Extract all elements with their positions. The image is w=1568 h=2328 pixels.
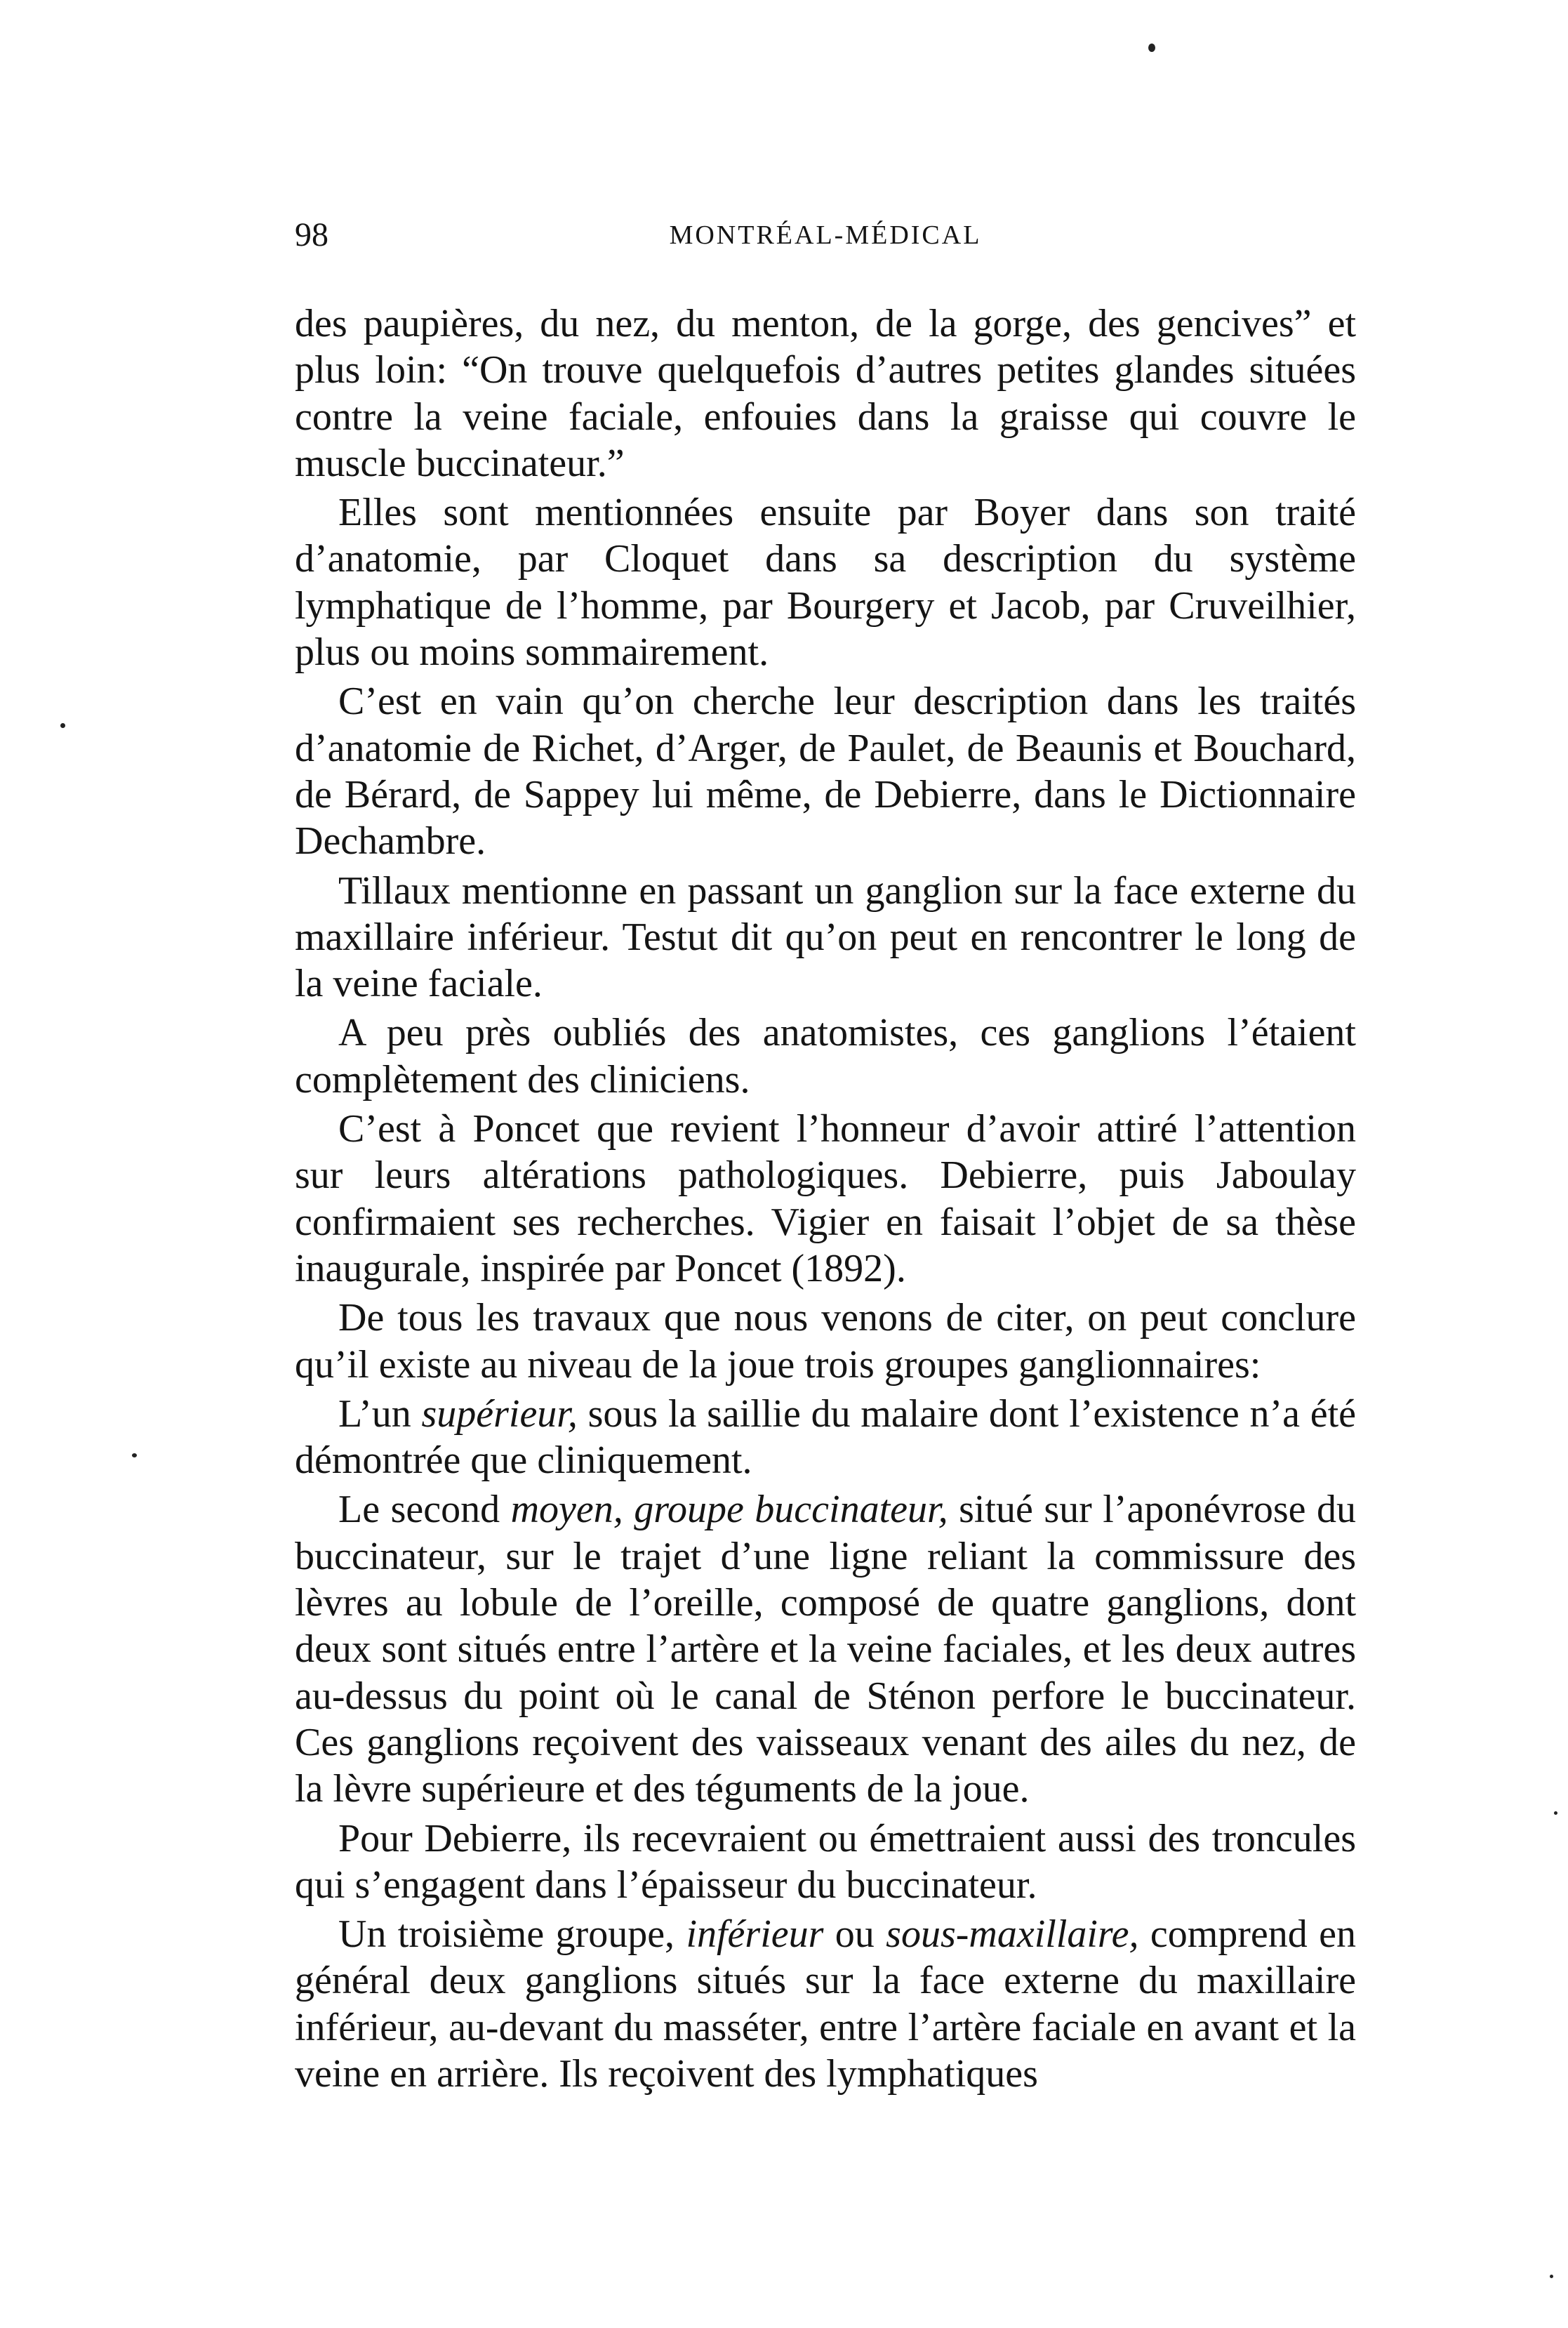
- ink-speck: [132, 1453, 137, 1457]
- paragraph: [295, 1010, 1356, 1103]
- paragraph-text: Pour Debierre, ils recevraient ou émettraient aussi des troncules qui s’engagent dans l’épaisseur du buccinateur.: [295, 1816, 1356, 1907]
- paragraph-text: C’est à Poncet que revient l’honneur d’avoir attiré l’attention sur leurs altérations pathologiques. Debierre, puis Jaboulay confirmaient ses recherches. Vigier en faisait l’objet de sa thèse inaugurale, inspirée par Poncet (1892).: [295, 1107, 1356, 1290]
- ink-speck: [1550, 2275, 1553, 2278]
- paragraph-text: A peu près oubliés des anatomistes, ces ganglions l’étaient complètement des cliniciens.: [295, 1011, 1356, 1102]
- paragraph-text: Elles sont mentionnées ensuite par Boyer dans son traité d’anatomie, par Cloquet dans sa description du système lymphatique de l’homme, par Bourgery et Jacob, par Cruveilhier, plus ou moins sommairement.: [295, 491, 1356, 675]
- ink-speck: [1554, 1811, 1557, 1815]
- italic-text: supérieur,: [421, 1391, 578, 1436]
- paragraph: [295, 868, 1356, 1007]
- paragraph-text: des paupières, du nez, du menton, de la gorge, des gencives” et plus loin: “On trouve quelquefois d’autres petites glandes situées contre la veine faciale, enfouies dans la graisse qui couvre le muscle buccinateur.”: [295, 302, 1356, 485]
- running-title: MONTRÉAL-MÉDICAL: [669, 220, 982, 250]
- page-number: 98: [295, 216, 328, 253]
- paragraph-text: C’est en vain qu’on cherche leur description dans les traités d’anatomie de Richet, d’Arger, de Paulet, de Beaunis et Bouchard, de Bérard, de Sappey lui même, de Debierre, dans le Dictionnaire Dechambre.: [295, 680, 1356, 864]
- paragraph-text: comprend en général deux ganglions situés sur la face externe du maxillaire inférieur, au-devant du masséter, entre l’artère faciale en avant et la veine en arrière. Ils reçoivent des lymphatiques: [295, 1912, 1357, 2096]
- ink-speck: [1148, 44, 1155, 52]
- italic-text: inférieur: [686, 1912, 824, 1957]
- paragraph-text: Un troisième groupe,: [338, 1912, 686, 1957]
- page-header: [295, 214, 1356, 256]
- paragraph: [295, 1106, 1356, 1292]
- paragraph-text: Tillaux mentionne en passant un ganglion sur la face externe du maxillaire inférieur. Testut dit qu’on peut en rencontrer le long de la veine faciale.: [295, 868, 1356, 1006]
- paragraph: [295, 1816, 1356, 1909]
- paragraph: [295, 1486, 1356, 1812]
- paragraph: [295, 1295, 1356, 1388]
- paragraph-text: L’un: [338, 1391, 422, 1436]
- ink-speck: [60, 723, 65, 728]
- paragraph-text: De tous les travaux que nous venons de citer, on peut conclure qu’il existe au niveau de la joue trois groupes ganglionnaires:: [295, 1296, 1356, 1387]
- paragraph-text: sous la saillie du malaire dont l’existence n’a été démontrée que cliniquement.: [295, 1391, 1357, 1483]
- paragraph: [295, 678, 1356, 864]
- paragraph-text: situé sur l’aponévrose du buccinateur, sur le trajet d’une ligne reliant la commissure des lèvres au lobule de l’oreille, composé de quatre ganglions, dont deux sont situés entre l’artère et la veine faciales, et les deux autres au-dessus du point où le canal de Sténon perfore le buccinateur. Ces ganglions reçoivent des vaisseaux venant des ailes du nez, de la lèvre supérieure et des téguments de la joue.: [295, 1488, 1356, 1811]
- italic-text: moyen, groupe buccinateur,: [510, 1488, 948, 1532]
- paragraph: [295, 1391, 1356, 1484]
- paragraph: [295, 1911, 1356, 2097]
- paragraph: [295, 300, 1356, 487]
- italic-text: sous-maxillaire,: [886, 1912, 1139, 1957]
- paragraph-text: Le second: [338, 1488, 511, 1532]
- paragraph-text: ou: [823, 1912, 886, 1957]
- body-text: [295, 300, 1356, 2097]
- paragraph: [295, 489, 1356, 675]
